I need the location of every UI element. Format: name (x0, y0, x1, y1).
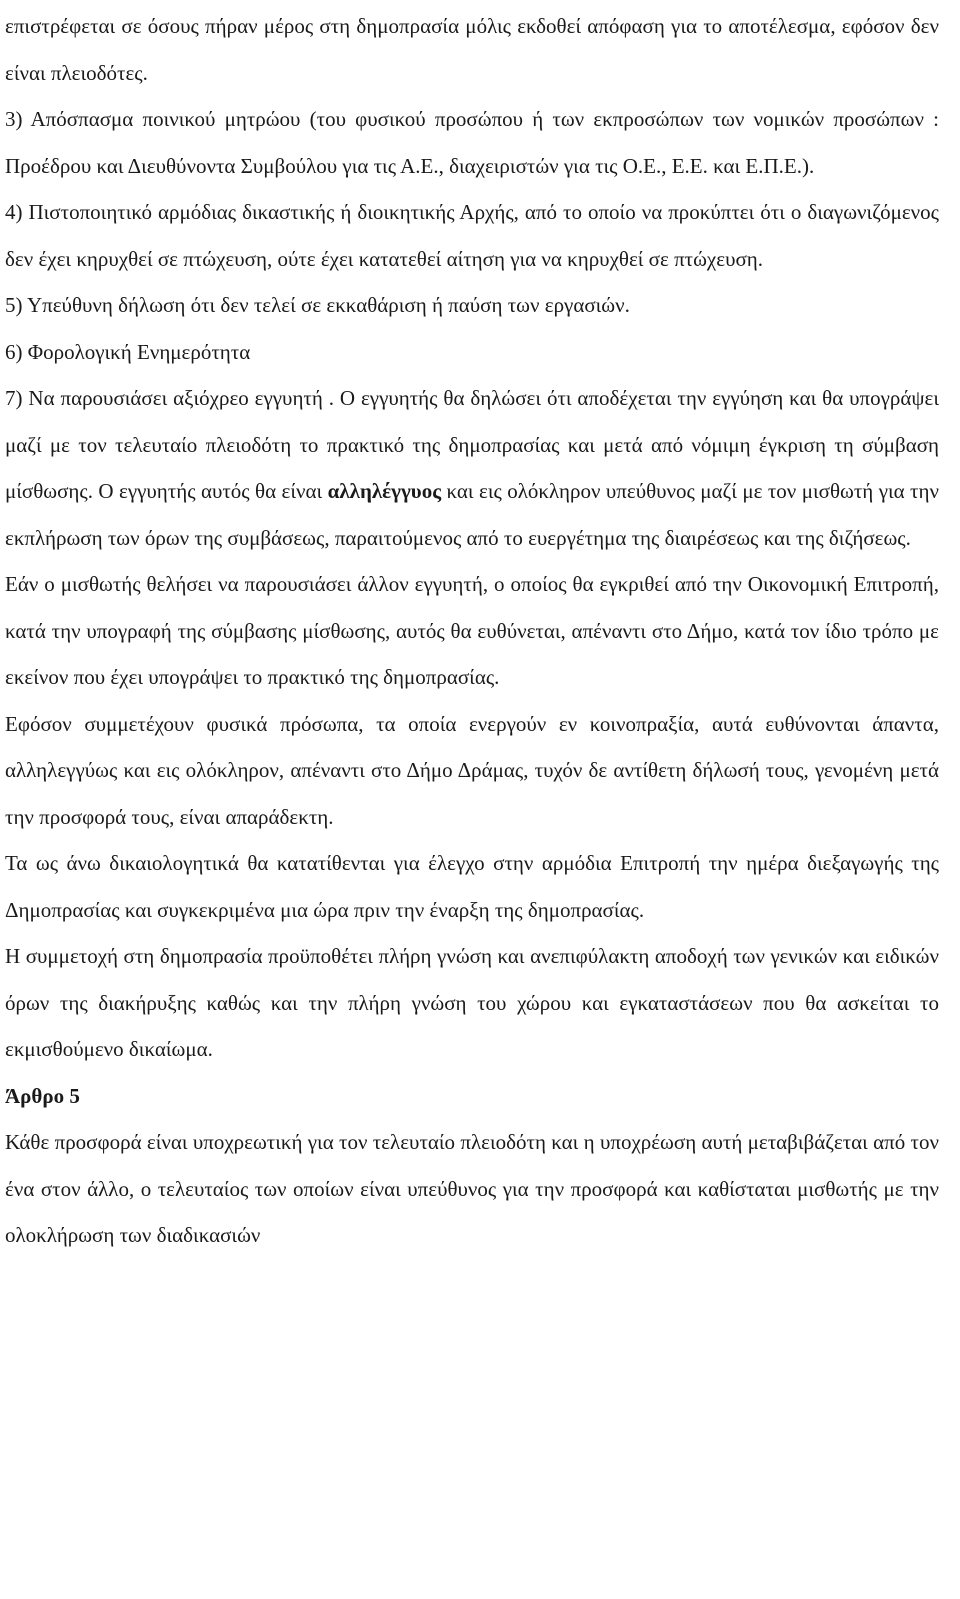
paragraph-bankruptcy-certificate: 4) Πιστοποιητικό αρμόδιας δικαστικής ή διοικητικής Αρχής, από το οποίο να προκύπτει ότι ο διαγωνιζόμενος δεν έχει κηρυχθεί σε πτώχευση, ούτε έχει κατατεθεί αίτηση για να κηρυχθεί σε πτώχευση. (5, 200, 939, 271)
paragraph-alternate-guarantor: Εάν ο μισθωτής θελήσει να παρουσιάσει άλλον εγγυητή, ο οποίος θα εγκριθεί από την Οικονομική Επιτροπή, κατά την υπογραφή της σύμβασης μίσθωσης, αυτός θα ευθύνεται, απέναντι στο Δήμο, κατά τον ίδιο τρόπο με εκείνον που έχει υπογράψει το πρακτικό της δημοπρασίας. (5, 572, 939, 689)
paragraph-participation-terms: Η συμμετοχή στη δημοπρασία προϋποθέτει πλήρη γνώση και ανεπιφύλακτη αποδοχή των γενικών και ειδικών όρων της διακήρυξης καθώς και την πλήρη γνώση του χώρου και εγκαταστάσεων που θα ασκείται το εκμισθούμενο δικαίωμα. (5, 944, 939, 1061)
document-page (5, 0, 939, 1259)
guarantor-text-end: και εις ολόκληρον υπεύθυνος μαζί με τον μισθωτή για την εκπλήρωση των όρων της συμβάσεως, παραιτούμενος από το ευεργέτημα της διαιρέσεως και της διζήσεως. (5, 479, 939, 550)
paragraph-documents-submission: Τα ως άνω δικαιολογητικά θα κατατίθενται για έλεγχο στην αρμόδια Επιτροπή την ημέρα διεξαγωγής της Δημοπρασίας και συγκεκριμένα μια ώρα πριν την έναρξη της δημοπρασίας. (5, 851, 939, 922)
guarantor-bold-term: αλληλέγγυος (327, 479, 442, 503)
paragraph-tax-clearance: 6) Φορολογική Ενημερότητα (5, 339, 251, 364)
paragraph-liquidation-declaration: 5) Υπεύθυνη δήλωση ότι δεν τελεί σε εκκαθάριση ή παύση των εργασιών. (5, 293, 630, 317)
article-heading: Άρθρο 5 (5, 1083, 80, 1108)
paragraph-criminal-record: 3) Απόσπασμα ποινικού μητρώου (του φυσικού προσώπου ή των εκπροσώπων των νομικών προσώπων : Προέδρου και Διευθύνοντα Συμβούλου για τις Α.Ε., διαχειριστών για τις Ο.Ε., Ε.Ε. και Ε.Π.Ε.). (5, 107, 939, 178)
paragraph-guarantor (5, 375, 939, 561)
paragraph-deposit-return: επιστρέφεται σε όσους πήραν μέρος στη δημοπρασία μόλις εκδοθεί απόφαση για το αποτέλεσμα, εφόσον δεν είναι πλειοδότες. (5, 14, 939, 85)
paragraph-joint-venture: Εφόσον συμμετέχουν φυσικά πρόσωπα, τα οποία ενεργούν εν κοινοπραξία, αυτά ευθύνονται άπαντα, αλληλεγγύως και εις ολόκληρον, απέναντι στο Δήμο Δράμας, τυχόν δε αντίθετη δήλωσή τους, γενομένη μετά την προσφορά τους, είναι απαράδεκτη. (5, 711, 939, 829)
guarantor-text-start: 7) Να παρουσιάσει αξιόχρεο εγγυητή . Ο εγγυητής θα δηλώσει ότι αποδέχεται την εγγύηση και θα υπογράψει μαζί με τον τελευταίο πλειοδότη το πρακτικό της δημοπρασίας και μετά από νόμιμη έγκριση τη σύμβαση μίσθωσης. Ο εγγυητής αυτός θα είναι (5, 386, 939, 503)
paragraph-offer-obligation: Κάθε προσφορά είναι υποχρεωτική για τον τελευταίο πλειοδότη και η υποχρέωση αυτή μεταβιβάζεται από τον ένα στον άλλο, ο τελευταίος των οποίων είναι υπεύθυνος για την προσφορά και καθίσταται μισθωτής με την ολοκλήρωση των διαδικασιών (5, 1130, 939, 1247)
